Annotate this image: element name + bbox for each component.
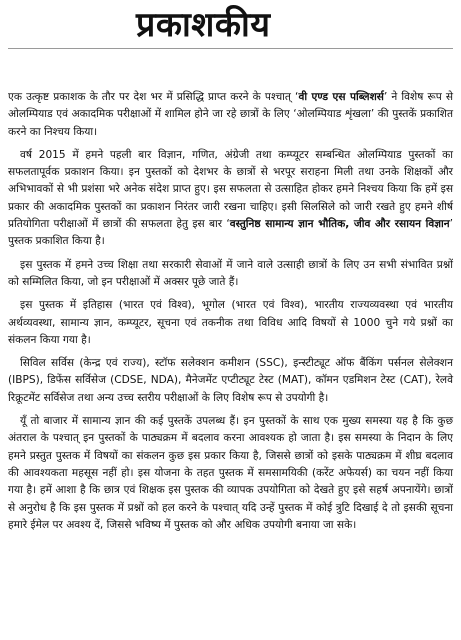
paragraph-3 <box>8 257 453 292</box>
page-title: प्रकाशकीय <box>136 5 271 45</box>
paragraph-5-text: सिविल सर्विस (केन्द्र एवं राज्य), स्टॉफ सलेक्शन कमीशन (SSC), इन्स्टीट्यूट ऑफ बैंकिंग पर्सनल सेलेक्शन (IBPS), डिफेंस सर्विसेज (CDSE, NDA), मैनेजमेंट एप्टीट्यूट टेस्ट (MAT), कॉमन एडमिशन टेस्ट (CAT), रेलवे रिक्रूटमेंट सर्विसेज तथा अन्य उच्च स्तरीय परीक्षाओं के लिए विशेष रूप से उपयोगी है। <box>8 357 453 404</box>
title-divider <box>8 48 453 49</box>
paragraph-6-text: यूँ तो बाजार में सामान्य ज्ञान की कई पुस्तकें उपलब्ध हैं। इन पुस्तकों के साथ एक मुख्य समस्या यह है कि कुछ अंतराल के पश्चात् इन पुस्तकों के पाठ्यक्रम में बदलाव करना आवश्यक हो जाता है। इस समस्या के निदान के लिए हमने प्रस्तुत पुस्तक में विषयों का संकलन कुछ इस प्रकार किया है, जिससे छात्रों को इसके पाठ्यक्रम में शीघ्र बदलाव की आवश्यकता महसूस नहीं हो। इस योजना के तहत पुस्तक में समसामयिकी (करेंट अफेयर्स) का चयन नहीं किया गया है। हमें आशा है कि छात्र एवं शिक्षक इस पुस्तक की व्यापक उपयोगिता को देखते हुए इसे सहर्ष अपनायेंगे। छात्रों से अनुरोध है कि इस पुस्तक में प्रश्नों को हल करने के पश्चात् यदि उन्हें पुस्तक में कोई त्रुटि दिखाई दे तो इसकी सूचना हमारे ईमेल पर अवश्य दें, जिससे भविष्य में पुस्तक को और अधिक उपयोगी बनाया जा सके। <box>8 415 453 531</box>
preface-body <box>8 89 453 534</box>
paragraph-4 <box>8 297 453 349</box>
paragraph-6 <box>8 413 453 534</box>
paragraph-5 <box>8 355 453 407</box>
paragraph-2 <box>8 147 453 251</box>
book-title: वस्तुनिष्ठ सामान्य ज्ञान भौतिक, जीव और रसायन विज्ञान <box>229 218 450 231</box>
paragraph-2-text-end: ’ पुस्तक प्रकाशित किया है। <box>8 218 453 248</box>
paragraph-2-text: वर्ष 2015 में हमने पहली बार विज्ञान, गणित, अंग्रेजी तथा कम्प्यूटर सम्बन्धित ओलम्पियाड पुस्तकों का सफलतापूर्वक प्रकाशन किया। इन पुस्तकों को देशभर के छात्रों से भरपूर सराहना मिली तथा उनके शिक्षकों और अभिभावकों से भी प्रशंसा भरे अनेक संदेश प्राप्त हुए। इस सफलता से उत्साहित होकर हमने निश्चय किया कि हमें इस प्रकार की अकादमिक पुस्तकों का प्रकाशन निरंतर जारी रखना चाहिए। इसी सिलसिले को जारी रखते हुए हमने शीर्ष प्रतियोगिता परीक्षाओं में छात्रों की सफलता हेतु इस बार ‘ <box>8 148 453 231</box>
publisher-name: वी एण्ड एस पब्लिशर्स <box>298 91 384 103</box>
paragraph-1 <box>8 89 453 141</box>
paragraph-4-text: इस पुस्तक में इतिहास (भारत एवं विश्व), भूगोल (भारत एवं विश्व), भारतीय राज्यव्यवस्था एवं भारतीय अर्थव्यवस्था, सामान्य ज्ञान, कम्प्यूटर, सूचना एवं तकनीक तथा विविध आदि विषयों से 1000 चुने गये प्रश्नों का संकलन किया गया है। <box>8 299 453 346</box>
paragraph-1-text-end: ’ ने विशेष रूप से ओलम्पियाड एवं अकादमिक परीक्षाओं में शामिल होने जा रहे छात्रों के लिए ‘ओलम्पियाड शृंखला’ की पुस्तकें प्रकाशित करने का निश्चय किया। <box>8 91 454 138</box>
paragraph-1-text: एक उत्कृष्ट प्रकाशक के तौर पर देश भर में प्रसिद्धि प्राप्त करने के पश्चात् ‘ <box>8 91 299 103</box>
paragraph-3-text: इस पुस्तक में हमने उच्च शिक्षा तथा सरकारी सेवाओं में जाने वाले उत्साही छात्रों के लिए उन सभी संभावित प्रश्नों को सम्मिलित किया, जो इन परीक्षाओं में अक्सर पूछे जाते हैं। <box>8 258 453 288</box>
